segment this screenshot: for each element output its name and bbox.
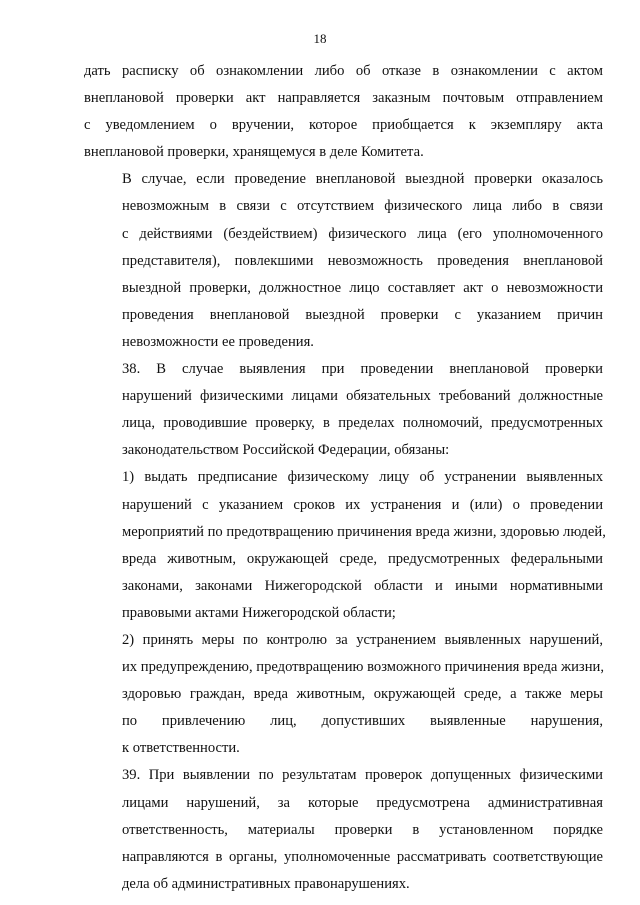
paragraph-4 <box>84 464 606 627</box>
paragraph-line: 2) принять меры по контролю за устранением выявленных нарушений, <box>122 631 603 648</box>
paragraph-line: выездной проверки, должностное лицо составляет акт о невозможности <box>122 279 603 296</box>
document-body <box>84 58 606 898</box>
paragraph-line: 39. При выявлении по результатам проверок допущенных физическими <box>122 767 603 784</box>
paragraph-line: лица, проводившие проверку, в пределах полномочий, предусмотренных <box>122 415 603 432</box>
paragraph-line: законами, законами Нижегородской области и иными нормативными <box>122 577 603 594</box>
paragraph-line: нарушений с указанием сроков их устранения и (или) о проведении <box>122 496 603 513</box>
paragraph-line: нарушений физическими лицами обязательных требований должностные <box>122 388 603 405</box>
paragraph-line: невозможным в связи с отсутствием физического лица либо в связи <box>122 198 603 215</box>
paragraph-2 <box>84 166 603 356</box>
paragraph-1 <box>84 58 603 166</box>
paragraph-line: ответственность, материалы проверки в установленном порядке <box>122 821 603 838</box>
paragraph-line: направляются в органы, уполномоченные рассматривать соответствующие <box>122 848 603 865</box>
paragraph-line: по привлечению лиц, допустивших выявленные нарушения, <box>122 713 603 730</box>
paragraph-5 <box>84 627 603 762</box>
paragraph-line: законодательством Российской Федерации, обязаны: <box>122 442 450 459</box>
paragraph-line: 38. В случае выявления при проведении внеплановой проверки <box>122 361 603 378</box>
paragraph-line: В случае, если проведение внеплановой выездной проверки оказалось <box>122 171 603 188</box>
paragraph-line: проведения внеплановой выездной проверки с указанием причин <box>122 306 603 323</box>
paragraph-line: представителя), повлекшими невозможность проведения внеплановой <box>122 252 603 269</box>
paragraph-line: невозможности ее проведения. <box>122 333 314 350</box>
paragraph-line: к ответственности. <box>122 740 240 757</box>
page-number: 18 <box>313 31 327 46</box>
paragraph-line: дать расписку об ознакомлении либо об отказе в ознакомлении с актом <box>84 63 603 79</box>
paragraph-line: внеплановой проверки, хранящемуся в деле Комитета. <box>84 144 424 161</box>
paragraph-line: с действиями (бездействием) физического лица (его уполномоченного <box>122 225 603 242</box>
paragraph-6 <box>84 762 603 897</box>
paragraph-3 <box>84 356 603 464</box>
paragraph-line: дела об административных правонарушениях. <box>122 875 410 892</box>
paragraph-line: вреда животным, окружающей среде, предусмотренных федеральными <box>122 550 603 567</box>
paragraph-line: с уведомлением о вручении, которое приобщается к экземпляру акта <box>84 117 603 134</box>
paragraph-line: здоровью граждан, вреда животным, окружающей среде, а также меры <box>122 686 603 703</box>
paragraph-line: мероприятий по предотвращению причинения вреда жизни, здоровью людей, <box>122 523 606 540</box>
paragraph-line: 1) выдать предписание физическому лицу об устранении выявленных <box>122 469 603 486</box>
paragraph-line: внеплановой проверки акт направляется заказным почтовым отправлением <box>84 90 603 107</box>
paragraph-line: лицами нарушений, за которые предусмотрена административная <box>122 794 603 811</box>
paragraph-line: правовыми актами Нижегородской области; <box>122 604 396 621</box>
paragraph-line: их предупреждению, предотвращению возможного причинения вреда жизни, <box>122 659 604 676</box>
